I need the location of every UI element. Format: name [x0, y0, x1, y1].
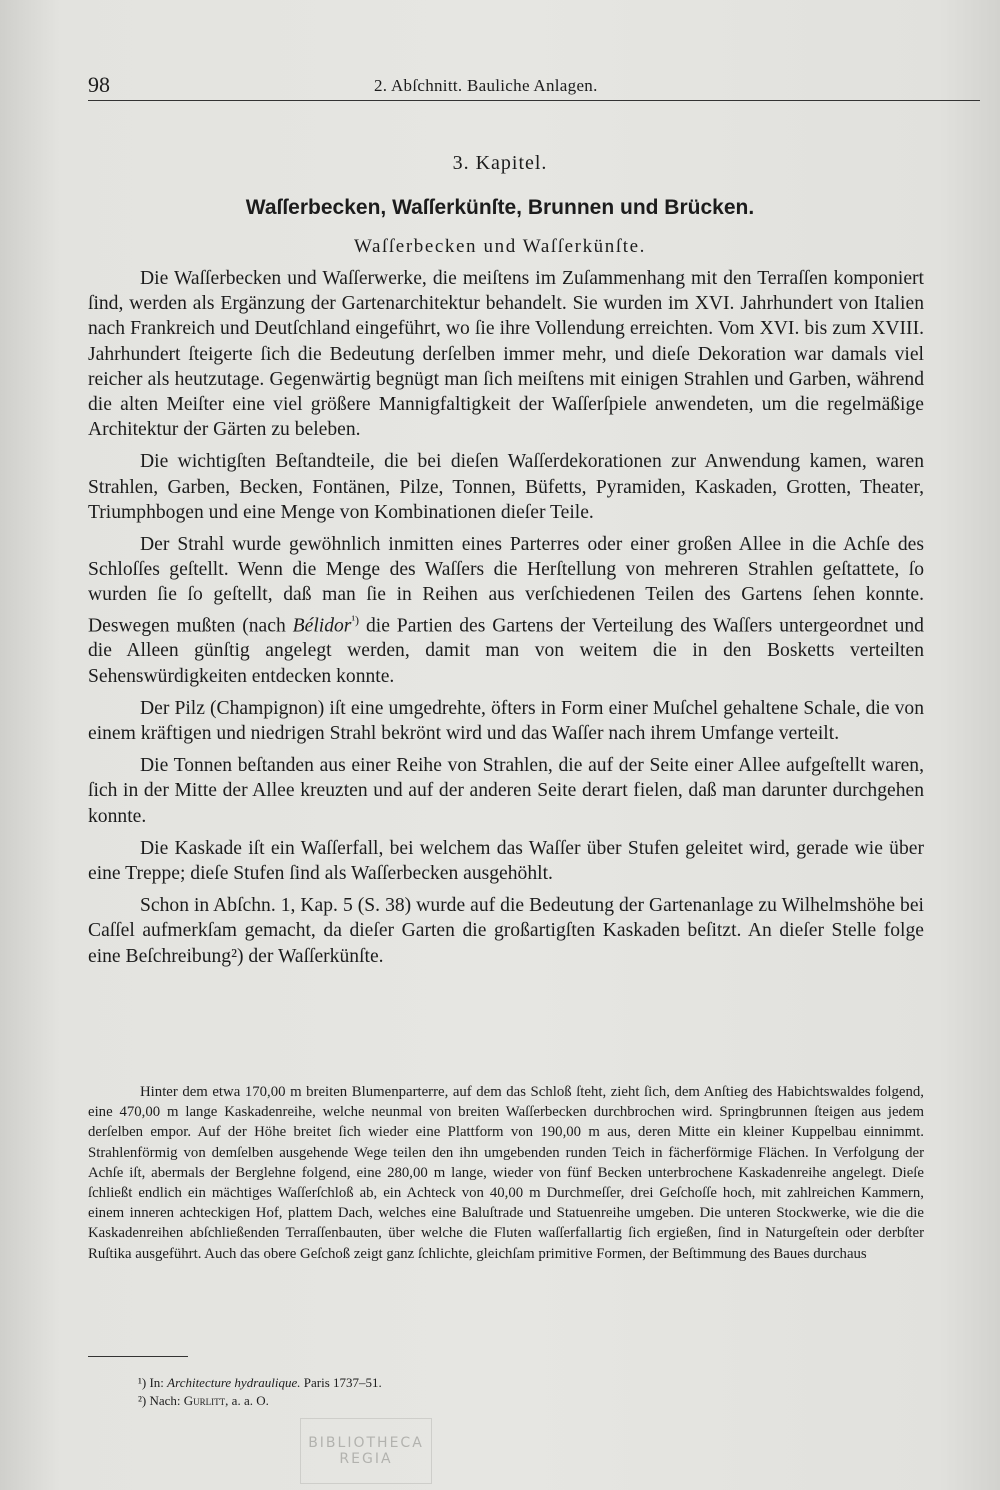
library-stamp — [300, 1418, 432, 1484]
paragraph-mushroom: Der Pilz (Champignon) iſt eine umgedrehte, öfters in Form einer Muſchel gehaltene Schale, die von einem kräftigen und niedrigen Strahl bekrönt wird und das Waſſer nach ihrem Umfange verteilt. — [88, 697, 924, 744]
footnote-2 — [138, 1392, 838, 1410]
author-belidor: Bélidor — [292, 615, 352, 637]
footnote-2-mark: ²) Nach: — [138, 1393, 184, 1408]
footnotes — [138, 1374, 838, 1410]
footnote-1-title: Architecture hydraulique. — [167, 1375, 301, 1390]
running-title: 2. Abſchnitt. Bauliche Anlagen. — [374, 76, 598, 95]
paragraph-jet — [88, 532, 924, 689]
footnote-1 — [138, 1374, 838, 1392]
footnote-divider — [88, 1356, 188, 1357]
quote-paragraph: Hinter dem etwa 170,00 m breiten Blumenparterre, auf dem das Schloß ſteht, zieht ſich, dem Anſtieg des Habichtswaldes folgend, eine 470,00 m lange Kaskadenreihe, welche neunmal von breiten Waſſerbecken durchbrochen wird. Springbrunnen ſteigen aus jedem derſelben empor. Auf der Höhe breitet ſich wieder eine Plattform von 190,00 m aus, deren Mitte ein kleiner Kuppelbau einnimmt. Strahlenförmig von demſelben ausgehende Wege teilen den ihn umgebenden runden Teich in fächerförmige Flächen. In Verfolgung der Achſe iſt, abermals der Berglehne folgend, eine 280,00 m lange, wieder von fünf Becken unterbrochene Kaskadenreihe angelegt. Dieſe ſchließt endlich ein mächtiges Waſſerſchloß ab, ein Achteck von 40,00 m Durchmeſſer, drei Geſchoſſe hoch, mit zahlreichen Kammern, einem inneren achteckigen Hof, plattem Dach, welches eine Baluſtrade und Statuenreihe umgeben. Die unteren Stockwerke, wie die die Kaskadenreihen abſchließenden Terraſſenbauten, über welche die Fluten waſſerfallartig ſich ergießen, ſind in Naturgeſtein oder derbſter Ruſtika ausgeführt. Auch das obere Geſchoß zeigt ganz ſchlichte, gleichſam primitive Formen, der Beſtimmung des Baues durchaus — [88, 1084, 924, 1262]
footnote-1-mark: ¹) In: — [138, 1375, 168, 1390]
stamp-line-1: BIBLIOTHECA — [308, 1435, 424, 1451]
footnote-ref-1: ¹) — [351, 612, 360, 627]
paragraph-cascade: Die Kaskade iſt ein Waſſerfall, bei welchem das Waſſer über Stufen geleitet wird, gerade wie über eine Treppe; dieſe Stufen ſind als Waſſerbecken ausgehöhlt. — [88, 837, 924, 884]
footnote-2-author: Gurlitt — [183, 1393, 226, 1408]
paragraph-components: Die wichtigſten Beſtandteile, die bei dieſen Waſſerdekorationen zur Anwendung kamen, waren Strahlen, Garben, Becken, Fontänen, Pilze, Tonnen, Büfetts, Pyramiden, Kaskaden, Grotten, Theater, Triumphbogen und eine Menge von Kombinationen dieſer Teile. — [88, 451, 924, 523]
page-number: 98 — [88, 72, 110, 97]
paragraph-water-basins: Die Waſſerbecken und Waſſerwerke, die meiſtens im Zuſammenhang mit den Terraſſen komponiert ſind, werden als Ergänzung der Gartenarchitektur behandelt. Sie wurden im XVI. Jahrhundert von Italien nach Frankreich und Deutſchland eingeführt, wo ſie ihre Vollendung erreichten. Vom XVI. bis zum XVIII. Jahrhundert ſteigerte ſich die Bedeutung derſelben immer mehr, und dieſe Dekoration war damals viel reicher als heutzutage. Gegenwärtig begnügt man ſich meiſtens mit einigen Strahlen und Garben, während die alten Meiſter eine viel größere Mannigfaltigkeit der Waſſerſpiele anwendeten, um die regelmäßige Architektur der Gärten zu beleben. — [88, 268, 924, 441]
chapter-title: Waſſerbecken, Waſſerkünſte, Brunnen und Brücken. — [245, 196, 755, 219]
footnote-1-rest: Paris 1737–51. — [300, 1375, 382, 1390]
body-text — [88, 266, 924, 976]
paragraph-jet-text-cont: die Partien des Gartens der Verteilung des Waſſers untergeordnet und die Alleen günſtig angelegt werden, damit man von weitem die in den Bosketts verteilten Sehenswürdigkeiten entdecken konnte. — [88, 615, 924, 687]
running-header — [88, 70, 980, 101]
stamp-line-2: REGIA — [339, 1451, 393, 1467]
section-title: Waſſerbecken und Waſſerkünſte. — [353, 236, 647, 257]
paragraph-jet-text: Der Strahl wurde gewöhnlich inmitten eines Parterres oder einer großen Allee in die Achſe des Schloſſes geſtellt. Wenn die Menge des Waſſers die Herſtellung von mehreren Strahlen geſtattete, ſo wurden ſie ſo geſtellt, daß man ſie in Reihen aus verſchiedenen Teilen des Gartens ſehen konnte. Deswegen mußten (nach — [88, 534, 924, 637]
chapter-label: 3. Kapitel. — [452, 152, 548, 174]
paragraph-wilhelmshoehe: Schon in Abſchn. 1, Kap. 5 (S. 38) wurde auf die Bedeutung der Gartenanlage zu Wilhelmshöhe bei Caſſel aufmerkſam gemacht, da dieſer Garten die großartigſten Kaskaden beſitzt. An dieſer Stelle folge eine Beſchreibung²) der Waſſerkünſte. — [88, 895, 924, 967]
quoted-description — [88, 1082, 924, 1264]
paragraph-barrels: Die Tonnen beſtanden aus einer Reihe von Strahlen, die auf der Seite einer Allee aufgeſtellt waren, ſich in der Mitte der Allee kreuzten und auf der anderen Seite derart fielen, daß man darunter durchgehen konnte. — [88, 755, 924, 827]
footnote-2-rest: , a. a. O. — [225, 1393, 269, 1408]
